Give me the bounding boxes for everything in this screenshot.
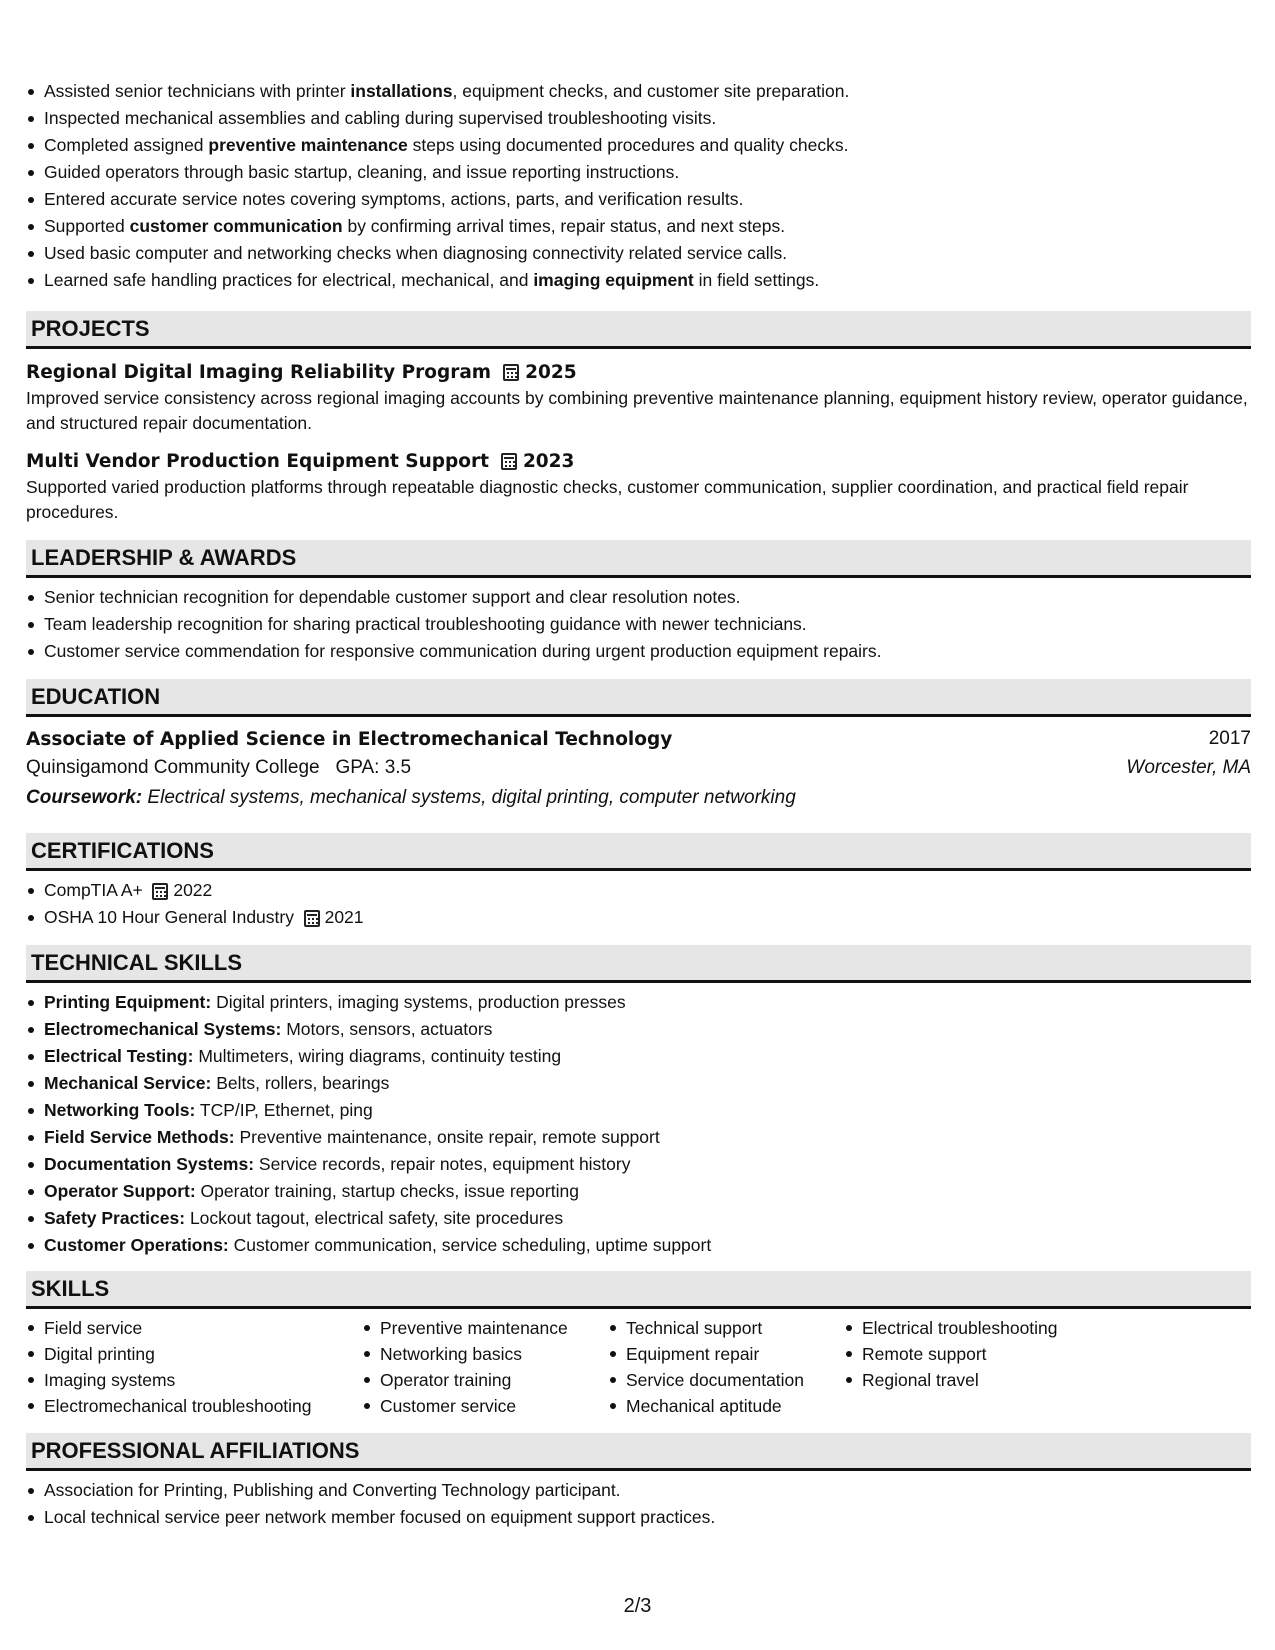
section-heading-affiliations: PROFESSIONAL AFFILIATIONS [26, 1433, 1251, 1471]
certification-name: OSHA 10 Hour General Industry [44, 907, 294, 927]
list-item: Inspected mechanical assemblies and cabling during supervised troubleshooting visits. [44, 105, 1251, 132]
coursework-label: Coursework: [26, 787, 143, 808]
section-heading-leadership: LEADERSHIP & AWARDS [26, 540, 1251, 578]
list-item: Electromechanical troubleshooting [44, 1393, 362, 1419]
list-item: Team leadership recognition for sharing practical troubleshooting guidance with newer technicians. [44, 611, 1251, 638]
list-item: Equipment repair [626, 1341, 844, 1367]
skills-column [608, 1315, 844, 1419]
list-item: Learned safe handling practices for electrical, mechanical, and imaging equipment in field settings. [44, 267, 1251, 294]
skills-column [26, 1315, 362, 1419]
project-title-row [26, 358, 1251, 386]
list-item: Customer service commendation for responsive communication during urgent production equipment repairs. [44, 638, 1251, 665]
list-item: Electromechanical Systems: Motors, sensors, actuators [44, 1016, 1251, 1043]
project-title-row [26, 447, 1251, 475]
list-item: Regional travel [862, 1367, 1104, 1393]
project-year: 2023 [522, 450, 575, 472]
section-heading-certifications: CERTIFICATIONS [26, 833, 1251, 871]
list-item: Used basic computer and networking checks when diagnosing connectivity related service calls. [44, 240, 1251, 267]
list-item: Senior technician recognition for dependable customer support and clear resolution notes. [44, 584, 1251, 611]
list-item: Operator training [380, 1367, 608, 1393]
list-item: Customer Operations: Customer communication, service scheduling, uptime support [44, 1232, 1251, 1259]
list-item: Documentation Systems: Service records, repair notes, equipment history [44, 1151, 1251, 1178]
degree-title: Associate of Applied Science in Electromechanical Technology [26, 728, 673, 750]
certifications-list [26, 877, 1251, 931]
section-heading-technical-skills: TECHNICAL SKILLS [26, 945, 1251, 983]
section-heading-education: EDUCATION [26, 679, 1251, 717]
list-item: Service documentation [626, 1367, 844, 1393]
list-item: Association for Printing, Publishing and Converting Technology participant. [44, 1477, 1251, 1504]
list-item: Preventive maintenance [380, 1315, 608, 1341]
list-item: Local technical service peer network member focused on equipment support practices. [44, 1504, 1251, 1531]
coursework-line [26, 783, 1251, 813]
certification-year: 2021 [324, 907, 364, 927]
list-item: Remote support [862, 1341, 1104, 1367]
list-item: Electrical troubleshooting [862, 1315, 1104, 1341]
list-item: Operator Support: Operator training, startup checks, issue reporting [44, 1178, 1251, 1205]
affiliations-list [26, 1477, 1251, 1531]
education-entry [26, 725, 1251, 813]
skills-column [844, 1315, 1104, 1419]
list-item: Mechanical aptitude [626, 1393, 844, 1419]
project-title: Multi Vendor Production Equipment Support [26, 450, 489, 472]
certification-name: CompTIA A+ [44, 880, 143, 900]
list-item: Customer service [380, 1393, 608, 1419]
calendar-icon [304, 910, 320, 927]
gpa: GPA: 3.5 [335, 757, 412, 778]
section-heading-skills: SKILLS [26, 1271, 1251, 1309]
list-item: Digital printing [44, 1341, 362, 1367]
list-item: Networking basics [380, 1341, 608, 1367]
school-name: Quinsigamond Community College [26, 757, 320, 778]
education-degree-row [26, 725, 1251, 753]
page-number: 2/3 [623, 1595, 652, 1617]
technical-skills-list [26, 989, 1251, 1259]
leadership-list [26, 584, 1251, 665]
experience-bullet-list [26, 78, 1251, 294]
education-school-row [26, 753, 1251, 783]
school-location: Worcester, MA [1126, 757, 1251, 778]
skills-grid [26, 1315, 1251, 1419]
list-item: Mechanical Service: Belts, rollers, bearings [44, 1070, 1251, 1097]
list-item: Assisted senior technicians with printer installations, equipment checks, and customer site preparation. [44, 78, 1251, 105]
coursework-text: Electrical systems, mechanical systems, digital printing, computer networking [147, 787, 796, 808]
project-entry [26, 447, 1251, 525]
list-item: Safety Practices: Lockout tagout, electrical safety, site procedures [44, 1205, 1251, 1232]
list-item: Entered accurate service notes covering symptoms, actions, parts, and verification results. [44, 186, 1251, 213]
list-item: Printing Equipment: Digital printers, imaging systems, production presses [44, 989, 1251, 1016]
list-item: Completed assigned preventive maintenance steps using documented procedures and quality checks. [44, 132, 1251, 159]
calendar-icon [152, 883, 168, 900]
section-heading-projects: PROJECTS [26, 311, 1251, 349]
list-item [44, 877, 1251, 904]
list-item: Networking Tools: TCP/IP, Ethernet, ping [44, 1097, 1251, 1124]
project-year: 2025 [525, 361, 577, 383]
resume-page [26, 78, 1251, 1531]
calendar-icon [503, 364, 519, 381]
calendar-icon [501, 453, 517, 470]
school-line [26, 757, 411, 779]
list-item: Technical support [626, 1315, 844, 1341]
project-entry [26, 358, 1251, 436]
list-item: Electrical Testing: Multimeters, wiring diagrams, continuity testing [44, 1043, 1251, 1070]
list-item: Field service [44, 1315, 362, 1341]
list-item: Imaging systems [44, 1367, 362, 1393]
project-description: Improved service consistency across regional imaging accounts by combining preventive maintenance planning, equipment history review, operator guidance, and structured repair documentation. [26, 388, 1248, 433]
degree-year: 2017 [1208, 728, 1251, 749]
skills-column [362, 1315, 608, 1419]
list-item: Guided operators through basic startup, cleaning, and issue reporting instructions. [44, 159, 1251, 186]
list-item: Supported customer communication by confirming arrival times, repair status, and next steps. [44, 213, 1251, 240]
certification-year: 2022 [173, 880, 213, 900]
project-title: Regional Digital Imaging Reliability Program [26, 361, 492, 383]
list-item [44, 904, 1251, 931]
project-description: Supported varied production platforms through repeatable diagnostic checks, customer communication, supplier coordination, and practical field repair procedures. [26, 477, 1189, 522]
list-item: Field Service Methods: Preventive maintenance, onsite repair, remote support [44, 1124, 1251, 1151]
